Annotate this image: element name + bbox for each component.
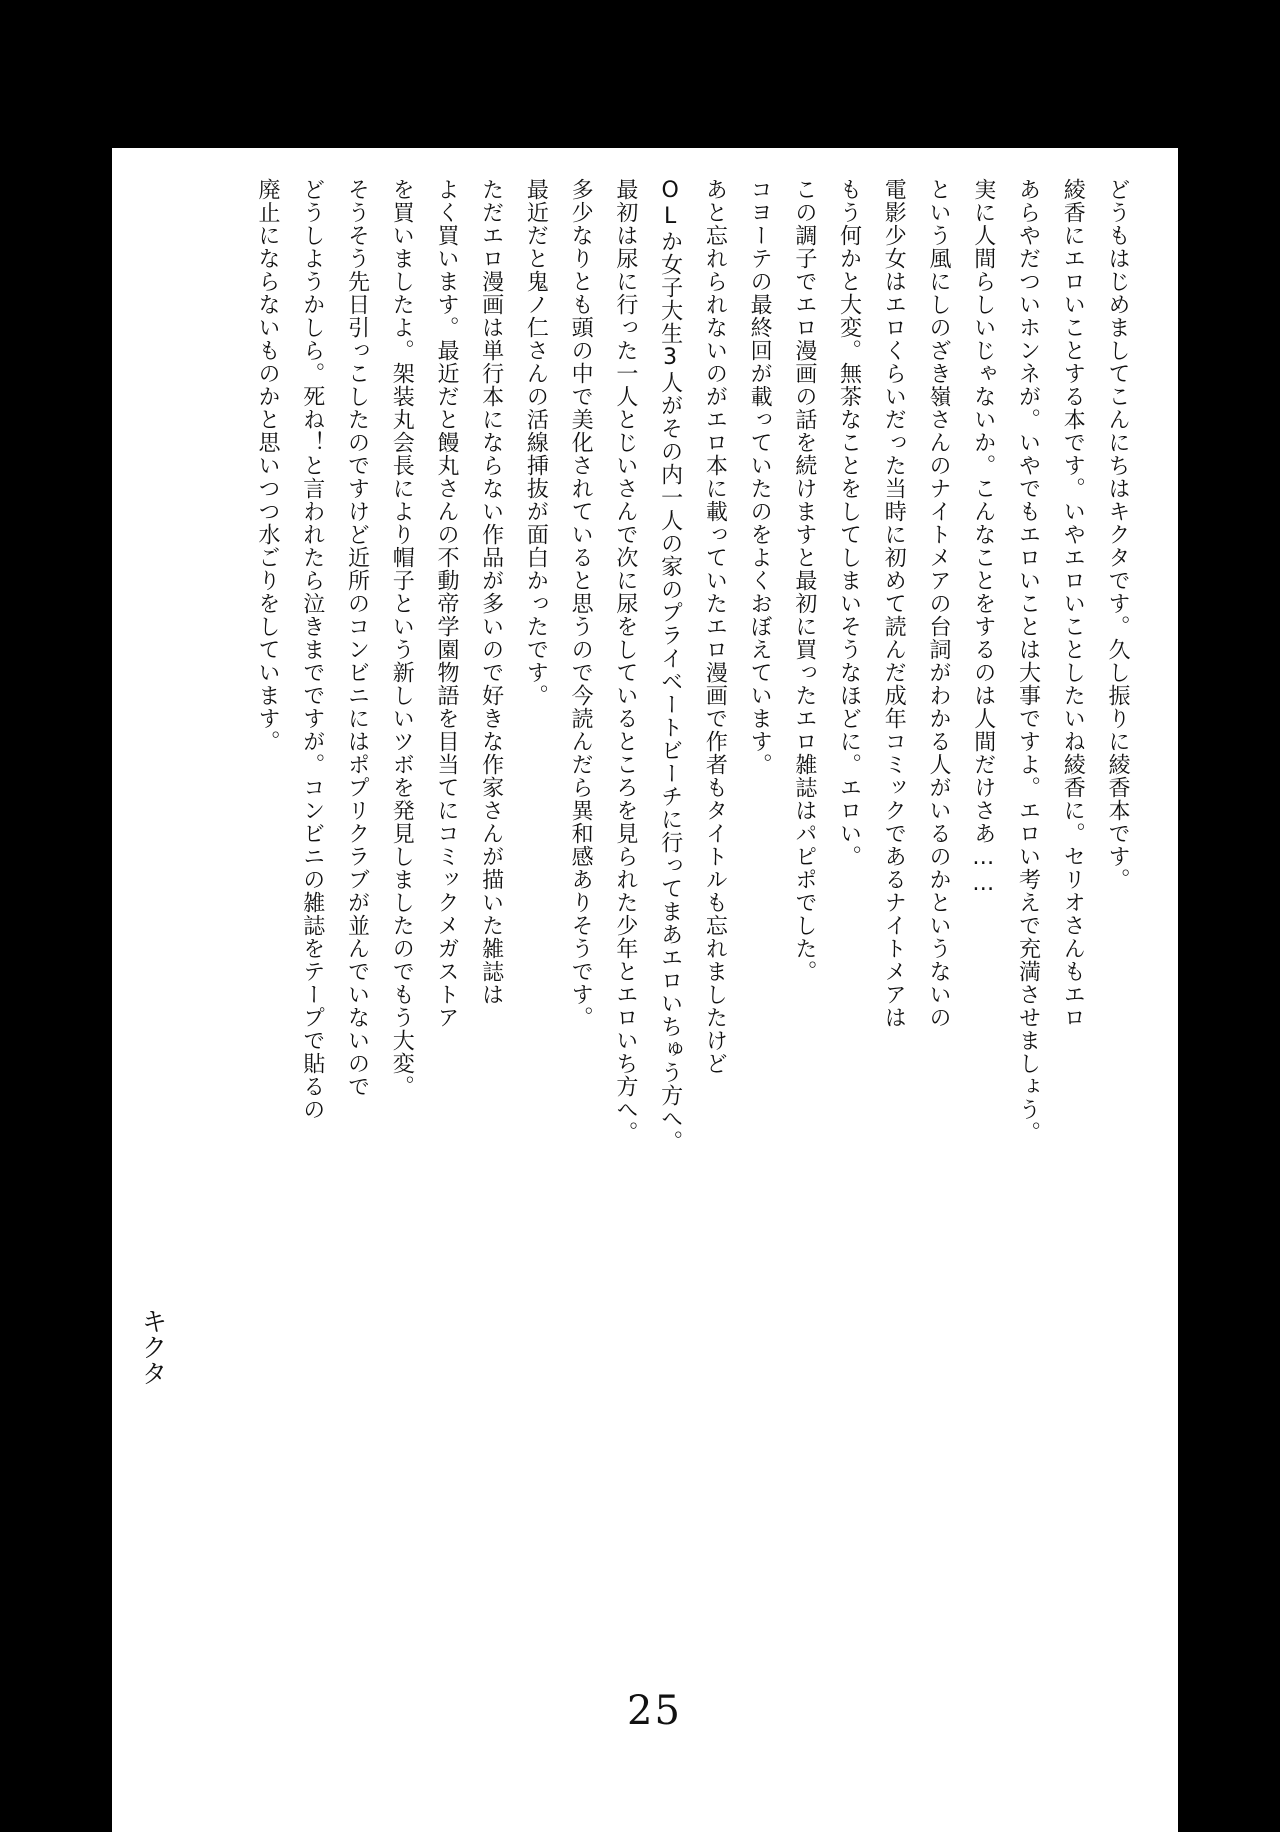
text-column-6: 電影少女はエロくらいだった当時に初めて読んだ成年コミックであるナイトメアは <box>881 178 907 1029</box>
text-column-20: 廃止にならないものかと思いつつ水ごりをしています。 <box>255 178 280 753</box>
text-column-18: そうそう先日引っこしたのですけど近所のコンビニにはポプリクラブが並んでいないので <box>344 178 370 1098</box>
text-column-17: を買いましたよ。架装丸会長により帽子という新しいツボを発見しましたのでもう大変。 <box>389 178 415 1098</box>
text-column-5: という風にしのざき嶺さんのナイトメアの台詞がわかる人がいるのかというないの <box>926 178 952 1029</box>
text-column-3: あらやだついホンネが。いやでもエロいことは大事ですよ。エロい考えで充満させましょう。 <box>1015 178 1041 1144</box>
text-column-13: 多少なりとも頭の中で美化されていると思うので今読んだら異和感ありそうです。 <box>568 178 594 1029</box>
vertical-text-body <box>252 178 1132 1658</box>
text-column-2: 綾香にエロいことする本です。いやエロいことしたいね綾香に。セリオさんもエロ <box>1060 178 1086 1029</box>
text-column-12: 最初は尿に行った一人とじいさんで次に尿をしているところを見られた少年とエロいち方へ。 <box>612 178 638 1144</box>
text-column-19: どうしようかしら。死ね！と言われたら泣きまでですが。コンビニの雑誌をテープで貼るの <box>299 178 325 1121</box>
page-number: 25 <box>627 1688 682 1734</box>
text-column-11: OLか女子大生3人がその内一人の家のプライベートビーチに行ってまあエロいちゅう方へ。 <box>657 178 683 1153</box>
text-column-8: この調子でエロ漫画の話を続けますと最初に買ったエロ雑誌はパピポでした。 <box>791 178 817 983</box>
text-column-1: どうもはじめましてこんにちはキクタです。久し振りに綾香本です。 <box>1104 178 1130 891</box>
text-column-16: よく買います。最近だと饅丸さんの不動帝学園物語を目当てにコミックメガストア <box>433 178 459 1029</box>
manga-afterword-page <box>112 148 1178 1832</box>
text-column-7: もう何かと大変。無茶なことをしてしまいそうなほどに。エロい。 <box>836 178 862 868</box>
text-column-10: あと忘れられないのがエロ本に載っていたエロ漫画で作者もタイトルも忘れましたけど <box>702 178 728 1075</box>
text-column-9: コヨーテの最終回が載っていたのをよくおぼえています。 <box>747 178 773 776</box>
text-column-4: 実に人間らしいじゃないか。こんなことをするのは人間だけさあ…… <box>970 178 996 897</box>
text-column-15: ただエロ漫画は単行本にならない作品が多いので好きな作家さんが描いた雑誌は <box>478 178 504 1006</box>
author-signature: キクタ <box>137 1308 167 1386</box>
text-column-14: 最近だと鬼ノ仁さんの活線挿抜が面白かったです。 <box>523 178 549 707</box>
